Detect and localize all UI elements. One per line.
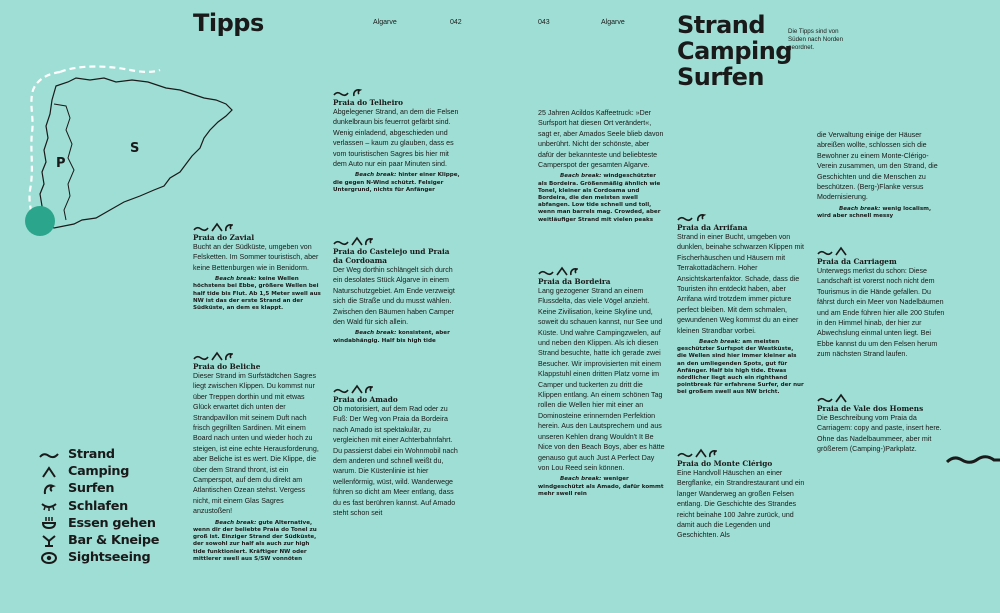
camping-tent-icon — [38, 465, 60, 479]
sightseeing-eye-icon — [38, 551, 60, 565]
entry-text: Dieser Strand im Surfstädtchen Sagres liegt zwischen Klippen. Du kommst nur über Treppen dorthin und mit etwas Glück erwartet dich unten der Strandpavillon mit seinem Duft nach frisch gegrillten Sardinen. Mit einem Board nach unten und wieder hoch zu steigen, ist eine echte Herausforderung, aber Beliche ist es wert. Die Klippe, die über dem Strand thront, ist ein Camperspot, auf dem du direkt am Atlantischen Ozean stehst. Vergess nicht, mit einem Glas Sagres anzustoßen! — [193, 372, 319, 516]
decorative-wave-icon — [946, 454, 1000, 466]
entry-title: Praia da Bordeira — [538, 277, 611, 286]
legend-label: Schlafen — [68, 498, 128, 514]
right-page-title — [677, 12, 792, 90]
break-label: Beach break: — [355, 172, 397, 179]
break-text: gute Alternative, wenn dir der beliebte Praia do Tonel zu groß ist. Einziger Strand der Südküste, der sowohl zur half als auch zur high tide funktioniert. Kräftiger NW oder mittlerer swell aus S/SW vonnöten — [193, 519, 317, 562]
entry-break — [817, 206, 945, 220]
essen-icon — [38, 516, 60, 530]
entry-break — [538, 476, 666, 498]
entry-title: Praia do Beliche — [193, 362, 261, 371]
folio-number-right: 043 — [538, 19, 550, 26]
continuation-amado — [538, 108, 666, 224]
entry-title: Praia do Amado — [333, 395, 398, 404]
entry-icons — [817, 393, 945, 403]
legend-label: Surfen — [68, 481, 115, 497]
algarve-marker — [25, 206, 55, 236]
break-text: konsistent, aber windabhängig. Half bis high tide — [333, 330, 450, 344]
entry-title: Praia do Monte Clérigo — [677, 459, 773, 468]
entry-break — [677, 339, 805, 397]
break-label: Beach break: — [839, 205, 881, 212]
legend-label: Sightseeing — [68, 550, 151, 566]
entry-vale-dos-homens — [817, 393, 945, 455]
break-label: Beach break: — [215, 276, 257, 283]
entry-text: Lang gezogener Strand an einem Flussdelta, das viele Vögel anzieht. Keine Zivilisation, keine Skyline und, soweit du schauen kannst, nur See und Küste. Und wahre Campingzwelen, auf und neben den Klippen. Als ich diesen Strand besuchte, hatte ich gerade zwei Besucher. Wir improvisierten mit einem Klappstuhl einen dritten Platz vorne im Camper und tuckerten zu dritt die Klippen entlang. An einem schönen Tag rollen die Wellen hier mit einer an Dominosteine erinnernden Perfektion herein. Aus den Lautsprechern und aus unseren Kehlen drang Wouldn't It Be Nice von den Beach Boys, aber es hätte genauso gut auch Just A Perfect Day von Lou Reed sein können. — [538, 287, 665, 472]
legend-label: Bar & Kneipe — [68, 533, 160, 549]
entry-icons — [817, 246, 945, 256]
entry-break — [193, 520, 321, 563]
entry-icons — [677, 448, 805, 458]
entry-text: Abgelegener Strand, an dem die Felsen dunkelbraun bis feuerrot gefärbt sind. Wenig einladend, abgeschieden und verlassen – kaum zu glauben, dass es vom touristischen Sagres bis hier mit dem Auto nur ein paar Minuten sind. — [333, 108, 459, 169]
break-text: am meisten geschützter Surfspot der Westküste, die Wellen sind hier immer kleiner als an den umliegenden Spots, gut für Anfänger. Half bis high tide. Etwas nördlicher liegt auch ein righthand pointbreak für erfahrene Surfer, der nur bei großem swell aus NW bricht. — [677, 339, 804, 396]
break-label: Beach break: — [560, 476, 602, 483]
break-label: Beach break: — [215, 519, 257, 526]
break-text: weniger windgeschützt als Amado, dafür kommt mehr swell rein — [538, 476, 664, 497]
entry-icons — [333, 236, 461, 246]
entry-telheiro — [333, 87, 461, 194]
entry-icons — [193, 351, 321, 361]
entry-icons — [677, 212, 805, 222]
entry-title: Praia do Zavial — [193, 233, 255, 242]
entry-text: Ob motorisiert, auf dem Rad oder zu Fuß: Der Weg von Praia da Bordeira nach Amado ist spektakulär, zu vergleichen mit einer Achterbahnfahrt. Du passierst dabei ein Wohnmobil nach dem anderen und schnell weißt du, warum. Die Küstenlinie ist hier wellenförmig, wüst, wild. Wanderwege führen so dicht am Meer entlang, dass du es fast berühren kannst. Auf Amado steht schon seit — [333, 405, 458, 518]
continuation-text: 25 Jahren Acildos Kaffeetruck: »Der Surfsport hat diesen Ort verändert«, sagt er, aber Amados Seele blieb davon unberührt. Nicht der schönste, aber dafür der bekannteste und beliebteste Camperspot der gesamten Algarve. — [538, 109, 664, 170]
title-line: Camping — [677, 37, 792, 65]
entry-title: Praia de Vale dos Homens — [817, 404, 924, 413]
map-label-p: P — [56, 156, 66, 171]
legend-item-camping — [38, 463, 159, 480]
entry-castelejo — [333, 236, 461, 345]
page-title: Tipps — [193, 9, 264, 37]
entry-title: Praia da Arrifana — [677, 223, 748, 232]
legend-item-essen — [38, 515, 159, 532]
entry-bordeira — [538, 266, 666, 498]
legend-label: Essen gehen — [68, 515, 156, 531]
folio-section-left: Algarve — [373, 19, 397, 26]
entry-text: Der Weg dorthin schlängelt sich durch ein desolates Stück Algarve in einem Naturschutzgebiet. Am Ende verzweigt sich die Straße und du musst wählen. Zwischen den Bäumen haben Camper den Wald für sich allein. — [333, 266, 455, 327]
subtitle: Die Tipps sind von Süden nach Norden geordnet. — [788, 28, 844, 51]
break-label: Beach break: — [560, 173, 602, 180]
legend-item-sightseeing — [38, 549, 159, 566]
legend-item-strand — [38, 446, 159, 463]
legend — [38, 446, 159, 566]
entry-break — [333, 172, 461, 194]
break-text: windgeschützter als Bordeira. Größenmäßig ähnlich wie Tonel, kleiner als Cordoama und Bordeira, die den meisten swell abfangen. Low tide schnell und toll, wenn man barrels mag. Crowded, aber weitläufiger Strand mit vielen peaks — [538, 173, 661, 223]
entry-break — [333, 330, 461, 344]
title-line: Surfen — [677, 63, 765, 91]
legend-item-surfen — [38, 480, 159, 497]
entry-text: Bucht an der Südküste, umgeben von Felsketten. Im Sommer touristisch, aber keine Bettenburgen wie in Benidorm. — [193, 243, 319, 272]
entry-break — [193, 276, 321, 312]
break-text: keine Wellen höchstens bei Ebbe, größere Wellen bei half tide bis Flut. Ab 1,5 Meter swell aus NW ist das der erste Strand an der Südküste, an dem es klappt. — [193, 276, 321, 312]
legend-item-bar — [38, 532, 159, 549]
folio-section-right: Algarve — [601, 19, 625, 26]
entry-text: Strand in einer Bucht, umgeben von dunklen, beinahe schwarzen Klippen mit Fischerhäuschen und Häusern mit Terrakottadächern. Hoher Ansichtskartenfaktor. Schade, dass die Touristen ihn entdeckt haben, aber Arrifana wird trotzdem immer picture perfect bleiben. Mit dem schmalen, gewundenen Weg kommst du an einer kleinen Strandbar vorbei. — [677, 233, 804, 335]
break-text: hinter einer Klippe, die gegen N-Wind schützt. Felsiger Untergrund, nichts für Anfänger — [333, 172, 460, 193]
legend-label: Camping — [68, 464, 130, 480]
entry-title: Praia do Castelejo und Praia da Cordoama — [333, 247, 450, 265]
entry-icons — [538, 266, 666, 276]
map-label-s: S — [130, 141, 140, 156]
entry-icons — [333, 87, 461, 97]
entry-monte-clerigo — [677, 448, 805, 541]
strand-wave-icon — [38, 448, 60, 462]
continuation-monte-clerigo — [817, 130, 945, 220]
entry-icons — [193, 222, 321, 232]
entry-text: Unterwegs merkst du schon: Diese Landschaft ist vorerst noch nicht dem Tourismus in die Hände gefallen. Du fährst durch ein Meer von Nadelbäumen und am Ende führen hier alle 200 Stufen in den Himmel hinab, der hier zur Abwechslung einmal unten liegt. Bei Ebbe kannst du um den Felsen herum zum nächsten Strand laufen. — [817, 267, 945, 359]
folio-number-left: 042 — [450, 19, 462, 26]
break-label: Beach break: — [699, 339, 741, 346]
entry-icons — [333, 384, 461, 394]
entry-text: die Verwaltung einige der Häuser abreißen wollte, schlossen sich die Bewohner zu einem Monte-Clérigo-Verein zusammen, um den Strand, die Geschichten und die Menschen zu beschützen. (Berg-)Flanke versus Modernisierung. — [817, 131, 938, 202]
entry-title: Praia da Carriagem — [817, 257, 897, 266]
entry-amado — [333, 384, 461, 518]
entry-title: Praia do Telheiro — [333, 98, 404, 107]
surfen-wave-icon — [38, 482, 60, 496]
entry-arrifana — [677, 212, 805, 397]
bar-glass-icon — [38, 534, 60, 548]
break-text: wenig localism, wird aber schnell messy — [817, 205, 932, 220]
north-dashed-outline — [60, 67, 160, 73]
entry-carriagem — [817, 246, 945, 360]
entry-text: Die Beschreibung vom Praia da Carriagem: copy and paste, insert here. Ohne das Nadelbaummeer, aber mit größerem (Camping-)Parkplatz. — [817, 414, 942, 454]
entry-zavial — [193, 222, 321, 312]
legend-label: Strand — [68, 447, 115, 463]
entry-beliche — [193, 351, 321, 563]
entry-break — [538, 173, 666, 223]
legend-item-schlafen — [38, 498, 159, 515]
title-line: Strand — [677, 11, 766, 39]
break-label: Beach break: — [355, 330, 397, 337]
schlafen-eye-icon — [38, 499, 60, 513]
entry-text: Eine Handvoll Häuschen an einer Bergflanke, ein Strandrestaurant und ein langer Wanderweg an großen Felsen entlang. Die Geschichte des Strandes reicht beinahe 100 Jahre zurück, und damit auch die Legenden und Geschichten. Als — [677, 469, 805, 540]
